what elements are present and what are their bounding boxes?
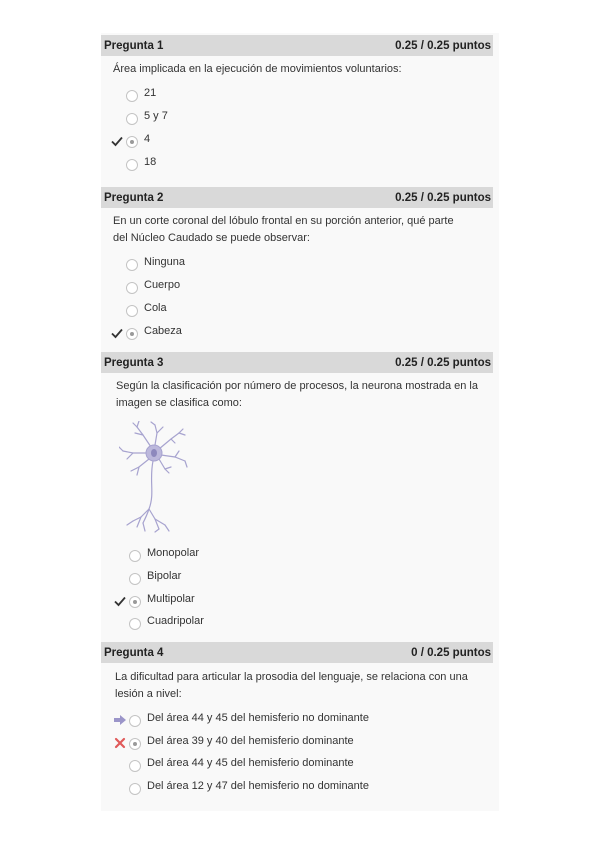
question-4-title: Pregunta 4 (104, 646, 164, 659)
radio-button-checked[interactable] (126, 136, 138, 148)
question-3-text (116, 378, 488, 412)
question-1-text: Área implicada en la ejecución de movimientos voluntarios: (113, 63, 402, 75)
radio-button[interactable] (126, 159, 138, 171)
radio-button[interactable] (126, 113, 138, 125)
option-label: Del área 44 y 45 del hemisferio dominante (147, 757, 354, 769)
radio-button[interactable] (129, 573, 141, 585)
radio-button[interactable] (126, 282, 138, 294)
question-3-option-selected[interactable] (129, 593, 489, 611)
question-3-title: Pregunta 3 (104, 356, 164, 369)
radio-button[interactable] (129, 618, 141, 630)
radio-button-checked[interactable] (129, 596, 141, 608)
question-4-option-correct-answer[interactable] (129, 712, 489, 730)
option-label: Cabeza (144, 325, 182, 337)
question-1-option-selected[interactable] (126, 133, 486, 151)
radio-button[interactable] (129, 760, 141, 772)
question-4-option[interactable] (129, 780, 489, 798)
question-2-title: Pregunta 2 (104, 191, 164, 204)
radio-button[interactable] (129, 715, 141, 727)
option-label: Bipolar (147, 570, 182, 582)
question-2-option[interactable] (126, 256, 486, 274)
multipolar-neuron-image (119, 421, 189, 533)
question-3-option[interactable] (129, 570, 489, 588)
correct-answer-arrow-icon (113, 713, 127, 727)
question-1-option[interactable] (126, 156, 486, 174)
question-3-score: 0.25 / 0.25 puntos (395, 356, 491, 369)
question-2-text-line: del Núcleo Caudado se puede observar: (113, 232, 310, 244)
question-2-score: 0.25 / 0.25 puntos (395, 191, 491, 204)
incorrect-x-icon (113, 736, 127, 750)
question-2-option-selected[interactable] (126, 325, 486, 343)
question-1-header (101, 35, 493, 56)
option-label: Del área 12 y 47 del hemisferio no dominante (147, 780, 369, 792)
radio-button[interactable] (129, 783, 141, 795)
question-1-option[interactable] (126, 110, 486, 128)
option-label: Cuadripolar (147, 615, 204, 627)
question-3-option[interactable] (129, 615, 489, 633)
question-4-text (115, 669, 487, 703)
radio-button-checked[interactable] (126, 328, 138, 340)
question-2-option[interactable] (126, 302, 486, 320)
radio-button[interactable] (126, 90, 138, 102)
radio-button[interactable] (129, 550, 141, 562)
option-label: 4 (144, 133, 151, 145)
checkmark-icon (110, 326, 124, 340)
question-3-option[interactable] (129, 547, 489, 565)
question-1-title: Pregunta 1 (104, 39, 164, 52)
option-label: Cola (144, 302, 167, 314)
question-2-text-line: En un corte coronal del lóbulo frontal en su porción anterior, qué parte (113, 215, 454, 227)
option-label: Multipolar (147, 593, 195, 605)
question-3-header (101, 352, 493, 373)
option-label: Ninguna (144, 256, 185, 268)
question-4-option[interactable] (129, 757, 489, 775)
question-1-option[interactable] (126, 87, 486, 105)
option-label: Del área 39 y 40 del hemisferio dominante (147, 735, 354, 747)
checkmark-icon (113, 594, 127, 608)
question-2-text (113, 213, 485, 247)
radio-button[interactable] (126, 259, 138, 271)
option-label: 21 (144, 87, 157, 99)
question-4-text-line: La dificultad para articular la prosodia del lenguaje, se relaciona con una (115, 671, 468, 683)
question-4-score: 0 / 0.25 puntos (411, 646, 491, 659)
question-4-option-selected-wrong[interactable] (129, 735, 489, 753)
question-3-text-line: imagen se clasifica como: (116, 397, 242, 409)
option-label: Monopolar (147, 547, 199, 559)
radio-button[interactable] (126, 305, 138, 317)
radio-button-checked[interactable] (129, 738, 141, 750)
option-label: Cuerpo (144, 279, 181, 291)
quiz-results-page (101, 33, 499, 811)
question-3-text-line: Según la clasificación por número de procesos, la neurona mostrada en la (116, 380, 478, 392)
question-4-header (101, 642, 493, 663)
question-4-text-line: lesión a nivel: (115, 688, 182, 700)
option-label: Del área 44 y 45 del hemisferio no dominante (147, 712, 369, 724)
question-1-score: 0.25 / 0.25 puntos (395, 39, 491, 52)
option-label: 5 y 7 (144, 110, 168, 122)
question-2-option[interactable] (126, 279, 486, 297)
option-label: 18 (144, 156, 157, 168)
question-2-header (101, 187, 493, 208)
checkmark-icon (110, 134, 124, 148)
